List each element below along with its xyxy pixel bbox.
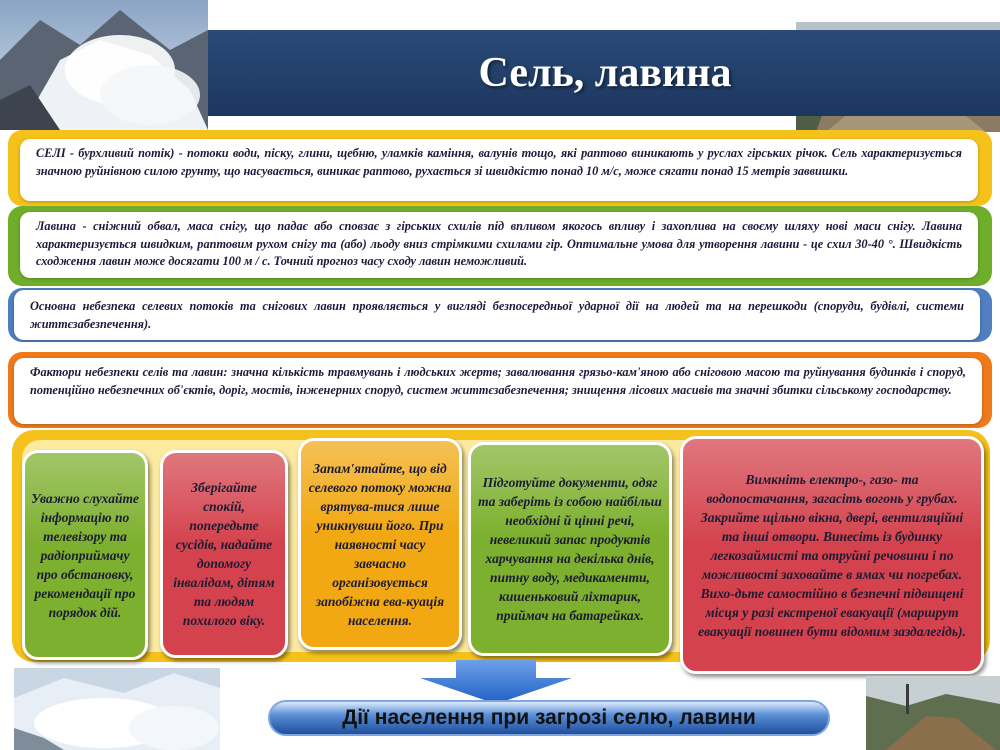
sel-definition: СЕЛІ - бурхливий потік) - потоки води, піску, глини, щебню, уламків каміння, валунів тощо, які раптово виникають у руслах гірських річок. Сель характеризується значною руйнівною силою грунту, що насувається, виникає раптово, рухається зі швидкістю понад 10 м/с, може сягати понад 15 метрів заввишки. <box>20 139 978 201</box>
action-listen-text: Уважно слухайте інформацію по телевізору та радіоприймачу про обстановку, рекомендації про порядок дій. <box>31 490 139 620</box>
action-documents <box>468 442 672 656</box>
action-utilities <box>680 436 984 674</box>
avalanche-definition: Лавина - сніжний обвал, маса снігу, що падає або сповзає з гірських схилів під впливом якогось впливу і захоплива на своєму шляху нові маси снігу. Лавина характеризується швидким, раптовим рухом снігу та (або) льоду вниз стрімкими схилами гір. Оптимальне умова для утворення лавини - це схил 30-40 °. Швидкість сходження лавин може досягати 100 м / с. Точний прогноз часу сходу лавин неможливий. <box>20 212 978 278</box>
footer-title: Дії населення при загрозі селю, лавини <box>342 706 756 729</box>
avalanche-photo-top-left <box>0 0 208 130</box>
action-documents-text: Підготуйте документи, одяг та заберіть із собою найбільш необхідні й цінні речі, невеликий запас продуктів харчування на декілька днів, питну воду, медикаменти, кишеньковий ліхтарик, приймач на батарейках. <box>478 475 662 623</box>
avalanche-photo-bottom-left <box>14 668 220 750</box>
main-danger: Основна небезпека селевих потоків та снігових лавин проявляється у вигляді безпосередньої ударної дії на людей та на перешкоди (споруди, будівлі, системи життєзабезпечення). <box>14 290 980 340</box>
action-calm <box>160 450 288 658</box>
page-title: Сель, лавина <box>478 50 732 96</box>
mudflow-photo-bottom-right <box>866 676 1000 750</box>
action-remember <box>298 438 462 650</box>
action-utilities-text: Вимкніть електро-, газо- та водопостачання, загасіть вогонь у грубах. Закрийте щільно вікна, двері, вентиляційні та інші отвори. Винесіть із будинку легкозаймисті та отруйні речовини і по можливості заховайте в ямах чи погребах. Вихо-дьте самостійно в безпечні підвищені місця у разі екстреної евакуації (маршрут евакуації повинен бути відомим заздалегідь). <box>698 471 966 639</box>
action-remember-text: Запам'ятайте, що від селевого потоку можна врятува-тися лише уникнувши його. При наявності часу завчасно організовується запобіжна ева-куація населення. <box>308 460 452 628</box>
down-arrow-icon <box>420 660 572 704</box>
danger-factors: Фактори небезпеки селів та лавин: значна кількість травмувань і людських жертв; завалювання грязьо-кам'яною або сніговою масою та руйнування будинків і споруд, потенційно небезпечних об'єктів, доріг, мостів, інженерних споруд, систем життєзабезпечення; знищення лісових масивів та значні збитки сільському господарству. <box>14 358 982 424</box>
action-calm-text: Зберігайте спокій, попередьте сусідів, надайте допомогу інвалідам, дітям та людям похилого віку. <box>173 480 275 628</box>
action-listen <box>22 450 148 660</box>
